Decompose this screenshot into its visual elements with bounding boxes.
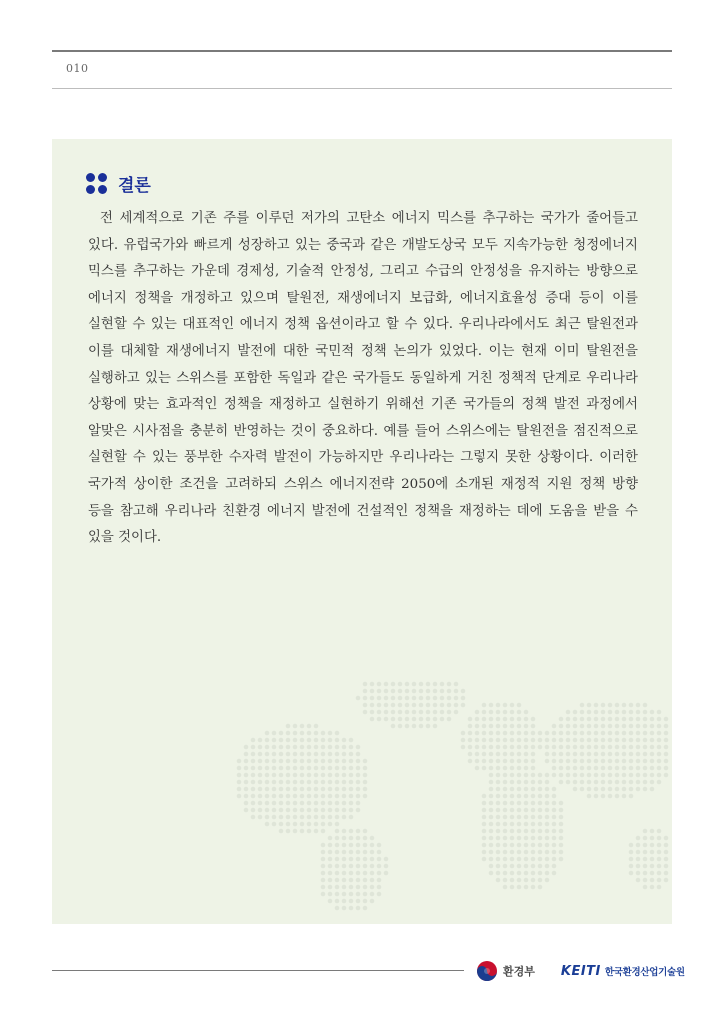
keiti-logo: KEITI [560,963,601,979]
ministry-emblem-icon [476,960,498,982]
keiti-name: 한국환경산업기술원 [604,967,685,978]
section-title: 결론 [118,176,151,196]
section-body-text: 전 세계적으로 기존 주를 이루던 저가의 고탄소 에너지 믹스를 추구하는 국가가 줄어들고 있다. 유럽국가와 빠르게 성장하고 있는 중국과 같은 개발도상국 모두 지속가능한 청정에너지 믹스를 추구하는 가운데 경제성, 기술적 안정성, 그리고 수급의 안정성을 유지하는 방향으로 에너지 정책을 개정하고 있으며 탈원전, 재생에너지 보급화, 에너지효율성 증대 등이 이를 실현할 수 있는 대표적인 에너지 정책 옵션이라고 할 수 있다. 우리나라에서도 최근 탈원전과 이를 대체할 재생에너지 발전에 대한 국민적 정책 논의가 있었다. 이는 현재 이미 탈원전을 실행하고 있는 스위스를 포함한 독일과 같은 국가들도 동일하게 거친 정책적 단계로 우리나라 상황에 맞는 효과적인 정책을 재정하고 실현하기 위해선 기존 국가들의 정책 발전 과정에서 알맞은 시사점을 충분히 반영하는 것이 중요하다. 예를 들어 스위스에는 탈원전을 점진적으로 실현할 수 있는 풍부한 수자력 발전이 가능하지만 우리나라는 그렇지 못한 상황이다. 이러한 국가적 상이한 조건을 고려하되 스위스 에너지전략 2050에 소개된 재정적 지원 정책 방향 등을 참고해 우리나라 친환경 에너지 발전에 건설적인 정책을 재정하는 데에 도움을 받을 수 있을 것이다. [88,211,638,546]
header-underline [52,88,672,89]
ministry-label: 환경부 [503,965,535,978]
four-dots-icon [86,173,110,197]
footer-rule [52,970,464,971]
conclusion-panel [52,139,672,924]
page-number: 010 [66,62,89,75]
header-rule [52,50,672,52]
footer-logos [476,958,685,984]
